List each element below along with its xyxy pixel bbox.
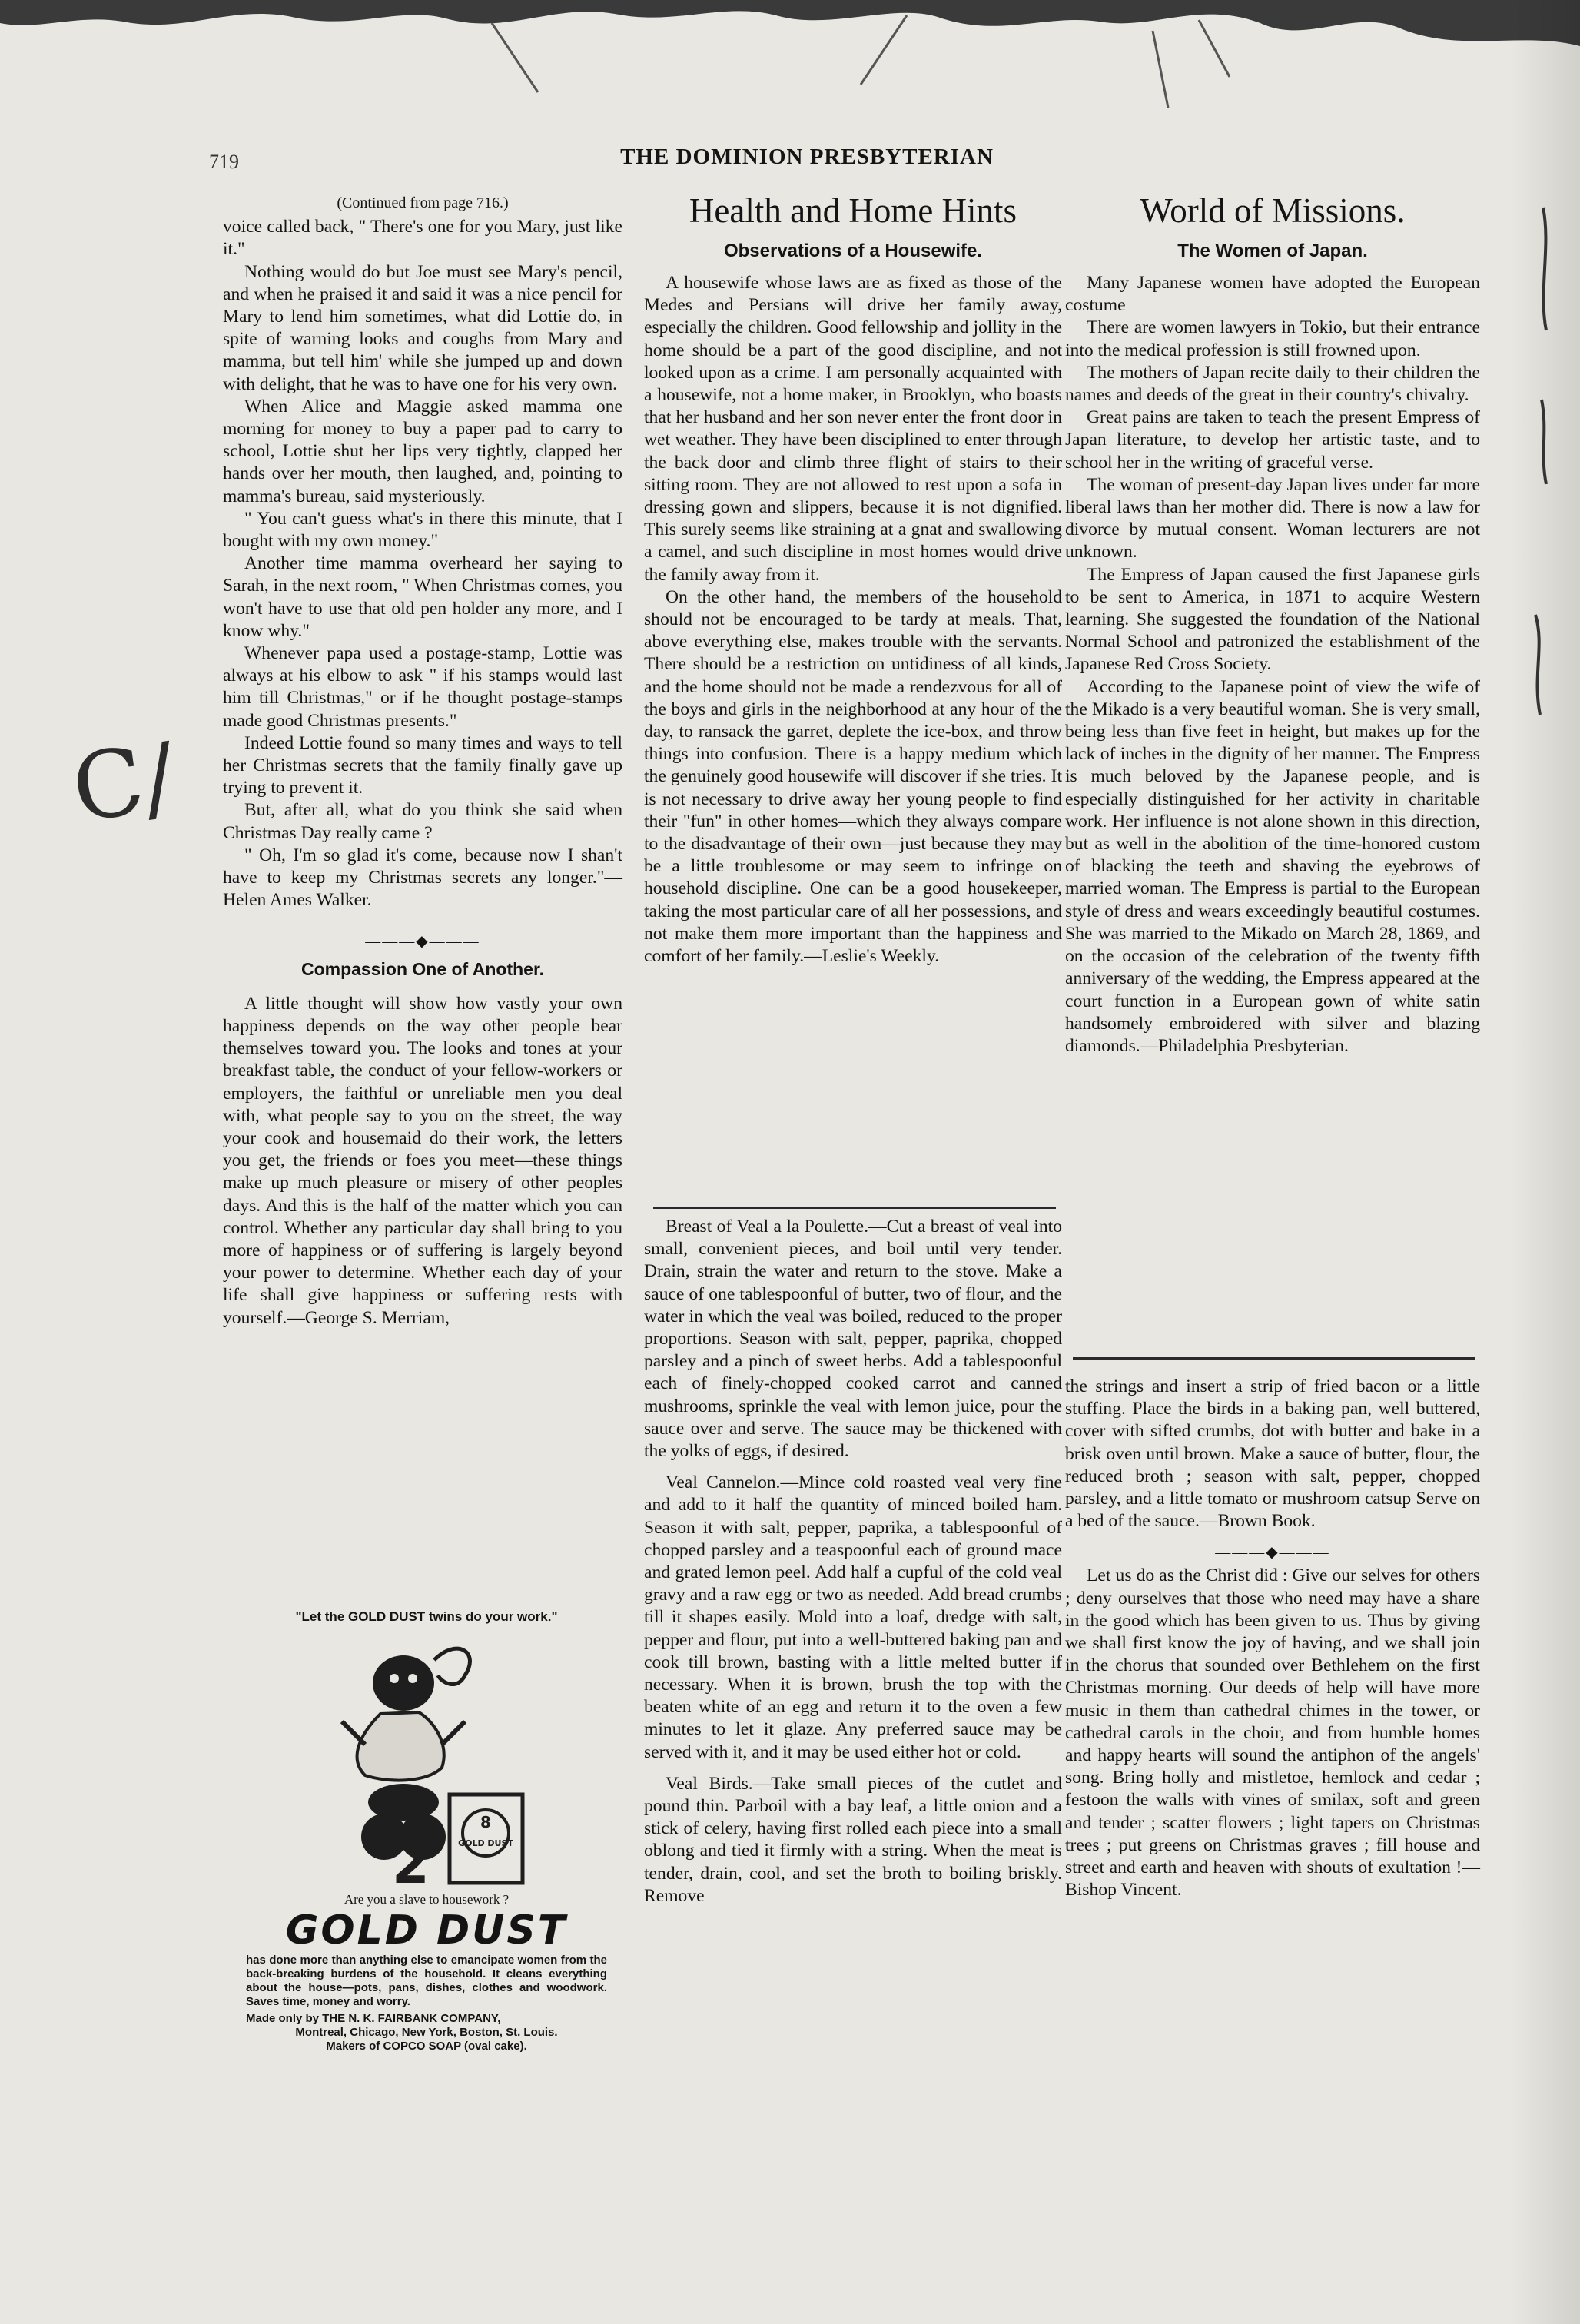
recipe-veal-cannelon: Veal Cannelon.—Mince cold roasted veal very fine and add to it half the quantity of minced boiled ham. Season it with salt, pepper, paprika, a tablespoonful of chopped parsley and a teaspoonful each of ground mace and grated lemon peel. Add half a cupful of the cold veal gravy and a raw egg or two as needed. Add bread crumbs till it shapes easily. Mold into a loaf, dredge with salt, pepper and flour, put into a well-buttered baking pan and cook till brown, basting with a little melted butter if necessary. When it is brown, brush the top with the beaten white of an egg and return it to the oven a few minutes to let it glaze. Any preferred sauce may be served with it, and it may be used either hot or cold. — [644, 1472, 1062, 1762]
continued-note: (Continued from page 716.) — [337, 194, 509, 211]
missions-paragraph: The woman of present-day Japan lives under far more liberal laws than her mother did. There is now a law for divorce by mutual consent. Woman lecturers are not unknown. — [1065, 474, 1480, 563]
recipe-veal-birds: Veal Birds.—Take small pieces of the cutlet and pound thin. Parboil with a bay leaf, a little onion and a stick of celery, having first rolled each piece into a small oblong and tied it firmly with a string. When the meat is tender, drain, cool, and set the broth to boiling briskly. Remove — [644, 1773, 1062, 1906]
handwritten-margin-mark: C/ — [65, 723, 182, 844]
missions-paragraph: Great pains are taken to teach the present Empress of Japan literature, to develop her artistic taste, and to school her in the writing of graceful verse. — [1065, 407, 1480, 473]
svg-text:8: 8 — [480, 1813, 491, 1831]
package-label: GOLD DUST — [458, 1838, 513, 1848]
margin-bracket-marks — [1528, 200, 1558, 968]
story-paragraph: But, after all, what do you think she said when Christmas Day really came ? — [223, 800, 622, 843]
story-paragraph: Nothing would do but Joe must see Mary's pencil, and when he praised it and said it was a nice pencil for Mary to lend him sometimes, what did Lottie do, in spite of warning looks and coughs from Mary and mamma, but tell him' while she jumped up and down with delight, that he was to have one for his very own. — [223, 261, 622, 394]
recipe-breast-of-veal: Breast of Veal a la Poulette.—Cut a breast of veal into small, convenient pieces, and boil until very tender. Drain, strain the water and return to the stove. Make a sauce of one tablespoonful of butter, two of flour, and the water in which the veal was boiled, reduced to the proper proportions. Season with salt, pepper, paprika, chopped parsley and a pinch of sweet herbs. Add a tablespoonful each of finely-chopped cooked carrot and canned mushrooms, sprinkle the veal with lemon juice, pour the sauce over and serve. The sauce may be thickened with the yolks of eggs, if desired. — [644, 1217, 1062, 1462]
missions-paragraph: According to the Japanese point of view the wife of the Mikado is a very beautiful woman. She is very small, being less than five feet in height, but makes up for the lack of inches in the dignity of her manner. The Empress is much beloved by the Japanese people, and is especially distinguished for her activity in charitable work. Her influence is not alone shown in this direction, but as well in the abolition of the time-honored custom of blacking the teeth and shaving the eyebrows of married woman. The Empress is partial to the European style of dress and wears exceedingly beautiful costumes. She was married to the Mikado on March 28, 1869, and on the occasion of the celebration of the twenty fifth anniversary of the wedding, the Empress appeared at the court function in a European gown of white satin handsomely embroidered with silver and blazing diamonds.—Philadelphia Presbyterian. — [1065, 676, 1480, 1056]
story-paragraph: Another time mamma overheard her saying to Sarah, in the next room, " When Christmas comes, you won't have to use that old pen holder any more, and I know why." — [223, 553, 622, 641]
ad-brand-name: GOLD DUST — [285, 1907, 568, 1954]
masthead: THE DOMINION PRESBYTERIAN — [620, 144, 994, 169]
column-2-top — [644, 188, 1062, 968]
story-paragraph: " Oh, I'm so glad it's come, because now I shan't have to keep my Christmas secrets any longer."—Helen Ames Walker. — [223, 845, 622, 911]
observations-heading: Observations of a Housewife. — [723, 241, 983, 261]
page-number: 719 — [209, 151, 239, 173]
women-of-japan-heading: The Women of Japan. — [1177, 241, 1368, 261]
missions-paragraph: Many Japanese women have adopted the European costume — [1065, 273, 1480, 316]
story-paragraph: voice called back, " There's one for you Mary, just like it." — [223, 217, 622, 260]
missions-paragraph: There are women lawyers in Tokio, but their entrance into the medical profession is still frowned upon. — [1065, 317, 1480, 360]
section-ornament: ———◆——— — [365, 932, 480, 950]
missions-paragraph: The mothers of Japan recite daily to their children the names and deeds of the great in their country's chivalry. — [1065, 362, 1480, 406]
ad-cities: Montreal, Chicago, New York, Boston, St. Louis. — [295, 2026, 558, 2039]
health-home-hints-title: Health and Home Hints — [689, 191, 1017, 230]
observations-paragraph: On the other hand, the members of the household should not be encouraged to be tardy at meals. That, above everything else, makes trouble with the servants. There should be a restriction on untidiness of all kinds, and the home should not be made a rendezvous for all of the boys and girls in the neighborhood at any hour of the day, to ransack the garret, deplete the ice-box, and throw things into confusion. There is a happy medium which the genuinely good housewife will discover if she tries. It is not necessary to drive away her young people to find their "fun" in other homes—which they always compare to the disadvantage of their own—just because they may be a little troublesome or may seem to infringe on household discipline. One can be a good housekeeper, taking the most particular care of all her possessions, and not make them more important than the happiness and comfort of her family.—Leslie's Weekly. — [644, 586, 1062, 967]
column-2-rule — [653, 1207, 1056, 1209]
christmas-paragraph: Let us do as the Christ did : Give our selves for others ; deny ourselves that those who need may have a share in the good which has been given to us. Thus by giving we shall first know the joy of having, and we shall join in the chorus that sounded over Bethlehem on the first Christmas morning. Our deeds of help will have more music in them than cathedral chimes in the tower, or cathedral carols in the choir, and from humble homes and happy hearts will sound the antiphon of the angels' song. Bring holly and mistletoe, hemlock and cedar ; festoon the walls with vines of smilax, soft and green and tender ; scatter flowers ; light tapers on Christmas trees ; put greens on Christmas graves ; fill house and street and earth and heaven with shouts of exultation !—Bishop Vincent. — [1065, 1565, 1480, 1901]
column-1 — [223, 192, 622, 1330]
observations-paragraph: A housewife whose laws are as fixed as those of the Medes and Persians will drive her family away, especially the children. Good fellowship and jollity in the home should be a part of the good discipline, and not looked upon as a crime. I am personally acquainted with a housewife, not a home maker, in Brooklyn, who boasts that her husband and her son never enter the front door in wet weather. They have been disciplined to enter through the back door and climb three flight of stairs to their sitting room. They are not allowed to rest upon a sofa in dressing gown and slippers, because it is not dignified. This surely seems like straining at a gnat and swallowing a camel, and such discipline in most homes would drive the family away from it. — [644, 273, 1062, 585]
gold-dust-twins-illustration — [311, 1629, 542, 1891]
ad-maker: Made only by THE N. K. FAIRBANK COMPANY, — [246, 2012, 501, 2025]
story-paragraph: When Alice and Maggie asked mamma one morning for money to buy a paper pad to carry to school, Lottie shut her lips very tightly, clapped her hands over her mouth, then laughed, and, pointing to mamma's bureau, said mysteriously. — [223, 396, 622, 506]
story-paragraph: " You can't guess what's in there this minute, that I bought with my own money." — [223, 508, 622, 552]
gold-dust-advertisement — [246, 1605, 607, 2135]
ad-tagline: "Let the GOLD DUST twins do your work." — [295, 1609, 558, 1624]
story-paragraph: Indeed Lottie found so many times and ways to tell her Christmas secrets that the family finally gave up trying to prevent it. — [223, 732, 622, 798]
recipe-continuation: the strings and insert a strip of fried bacon or a little stuffing. Place the birds in a baking pan, well buttered, cover with sifted crumbs, dot with butter and bake in a brisk oven until brown. Make a sauce of butter, flour, the reduced broth ; season with salt, pepper, chopped parsley, and a little tomato or mushroom catsup Serve on a bed of the sauce.—Brown Book. — [1065, 1376, 1480, 1532]
story-paragraph: Whenever papa used a postage-stamp, Lottie was always at his elbow to ask " if his stamps would last him till Christmas," or if he thought postage-stamps made good Christmas presents." — [223, 643, 622, 731]
missions-paragraph: The Empress of Japan caused the first Japanese girls to be sent to America, in 1871 to acquire Western learning. She suggested the foundation of the National Normal School and patronized the establishment of the Japanese Red Cross Society. — [1065, 564, 1480, 675]
column-3-bottom — [1065, 1376, 1480, 1901]
ad-other-product: Makers of COPCO SOAP (oval cake). — [326, 2040, 527, 2053]
column-3-top — [1065, 188, 1480, 1057]
torn-top-edge — [0, 0, 1580, 115]
svg-text:2: 2 — [392, 1833, 430, 1891]
compassion-text: A little thought will show how vastly your own happiness depends on the way other people bear themselves toward you. The looks and tones at your breakfast table, the conduct of your fellow-workers or employers, the faithful or unreliable men you deal with, what people say to you on the street, the way your cook and housemaid do their work, the letters you get, the friends or foes you meet—these things make up much pleasure or misery of other peoples days. And this is the half of the matter which you can control. Whether any particular day shall bring to you more of happiness or of suffering is largely beyond your power to determine. Whether each day of your life shall give happiness or suffering rests with yourself.—George S. Merriam, — [223, 993, 622, 1328]
compassion-heading: Compassion One of Another. — [300, 958, 545, 979]
ad-body-text: has done more than anything else to emancipate women from the back-breaking burdens of the household. It cleans everything about the house—pots, pans, dishes, clothes and woodwork. Saves time, money and worry. — [246, 1954, 607, 2008]
section-ornament: ———◆——— — [1215, 1544, 1330, 1562]
ad-question: Are you a slave to housework ? — [344, 1892, 510, 1907]
column-2-recipes — [644, 1216, 1062, 1907]
world-of-missions-title: World of Missions. — [1140, 191, 1406, 230]
column-3-rule — [1073, 1357, 1475, 1360]
